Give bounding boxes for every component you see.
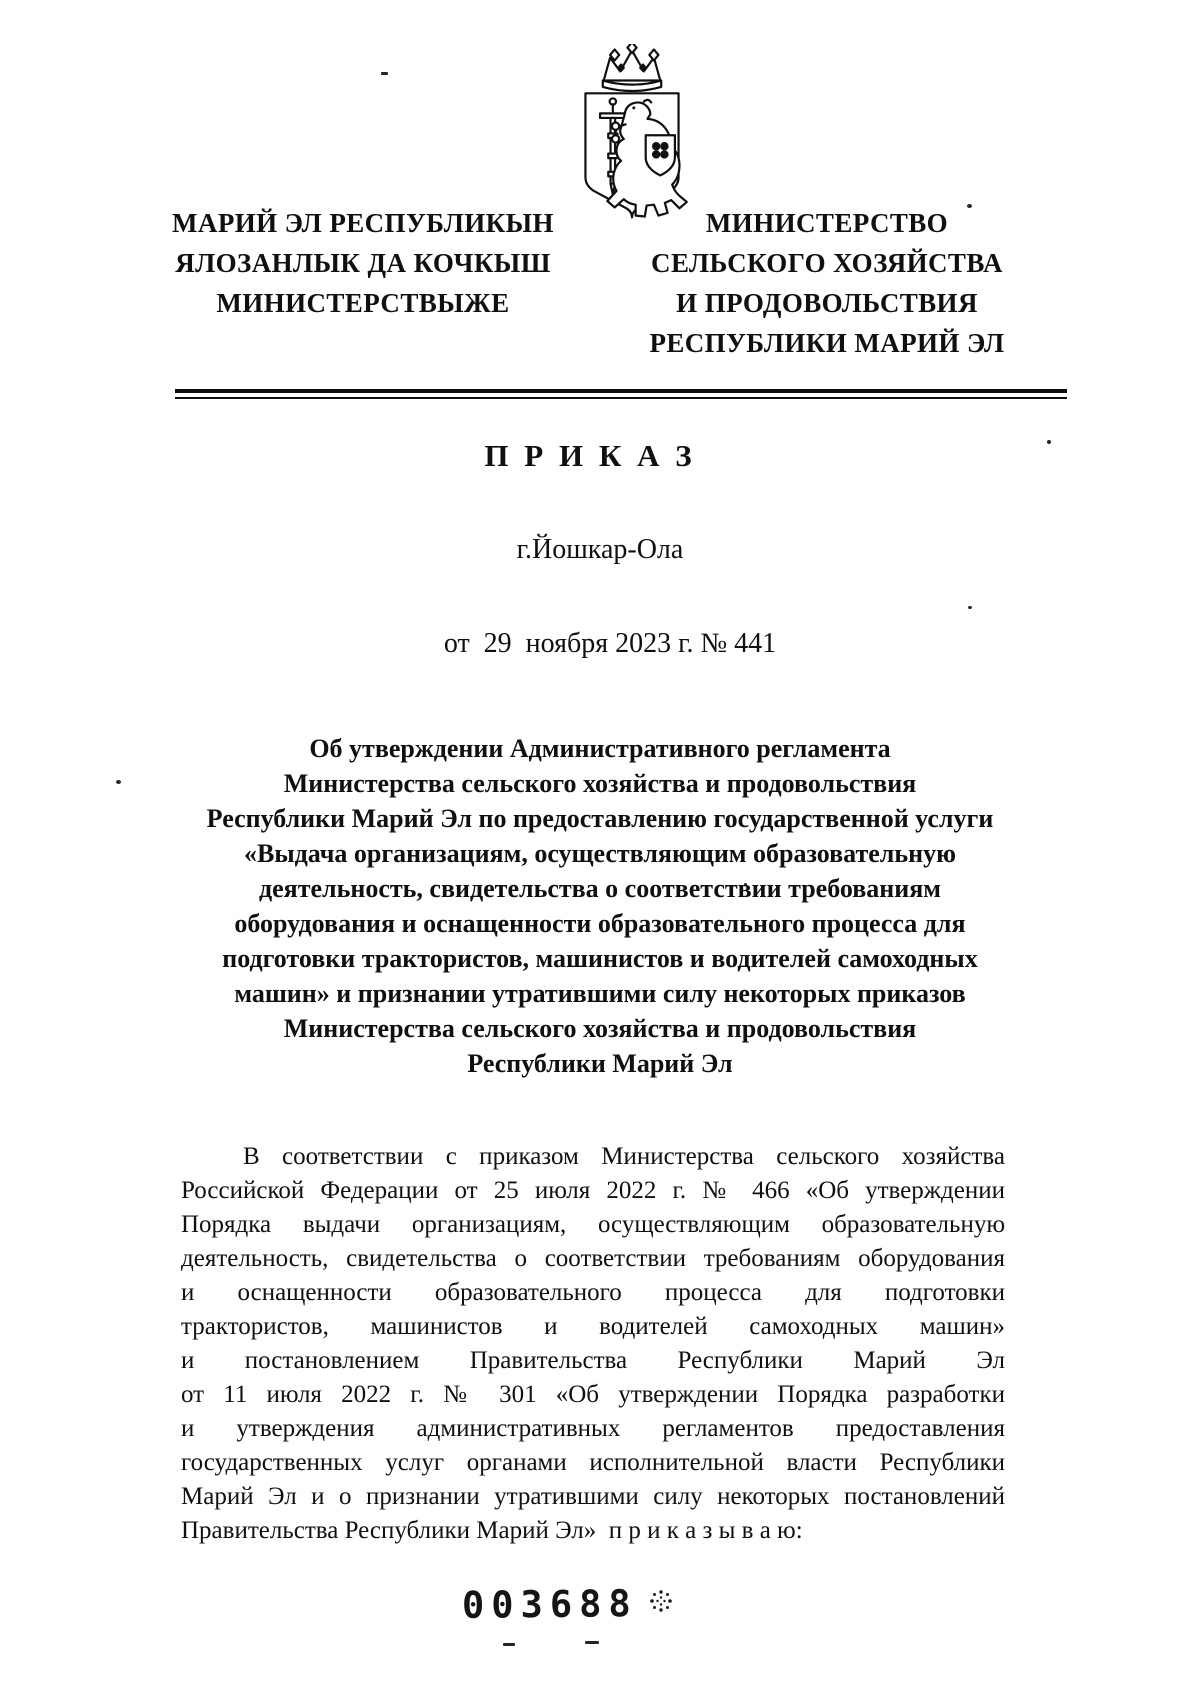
subject-line: Республики Марий Эл по предоставлению государственной услуги [206, 804, 994, 833]
org-name-right-line: СЕЛЬСКОГО ХОЗЯЙСТВА [651, 248, 1003, 278]
body-line: Порядка выдачи организациям, осуществляющим образовательную [181, 1211, 1005, 1238]
org-name-left [168, 203, 558, 323]
subject-line: машин» и признании утратившими силу некоторых приказов [234, 979, 966, 1008]
place-line: г.Йошкар-Ола [516, 534, 684, 565]
org-name-left-line: ЯЛОЗАНЛЫК ДА КОЧКЫШ [175, 248, 551, 278]
body-line: трактористов, машинистов и водителей самоходных машин» [181, 1313, 1005, 1340]
coat-of-arms-emblem [569, 44, 695, 222]
subject-line: деятельность, свидетельства о соответствии требованиям [258, 874, 942, 903]
subject-line: Республики Марий Эл [467, 1049, 733, 1078]
body-line: Российской Федерации от 25 июля 2022 г. № 466 «Об утверждении [181, 1177, 1005, 1204]
date-number-line: от 29 ноября 2023 г. № 441 [443, 628, 777, 659]
org-name-left-line: МАРИЙ ЭЛ РЕСПУБЛИКЫН [172, 208, 554, 238]
body-line: государственных услуг органами исполнительной власти Республики [181, 1449, 1005, 1476]
org-name-right-line: МИНИСТЕРСТВО [705, 208, 949, 238]
org-name-right-line: И ПРОДОВОЛЬСТВИЯ [676, 288, 978, 318]
subject-line: Об утверждении Административного регламента [309, 734, 891, 763]
scan-speck [585, 1641, 599, 1644]
scan-speck [1047, 440, 1051, 444]
body-line: и оснащенности образовательного процесса для подготовки [181, 1279, 1005, 1306]
doc-type-title: П Р И К А З [484, 438, 696, 473]
org-name-left-line: МИНИСТЕРСТВЫЖЕ [216, 288, 510, 318]
body-line: Марий Эл и о признании утратившими силу некоторых постановлений [181, 1483, 1005, 1510]
body-line: от 11 июля 2022 г. № 301 «Об утверждении Порядка разработки [181, 1381, 1005, 1408]
org-name-right-line: РЕСПУБЛИКИ МАРИЙ ЭЛ [649, 328, 1005, 358]
subject-line: Министерства сельского хозяйства и продовольствия [283, 769, 917, 798]
asterisk-stamp-mark [648, 1588, 674, 1614]
scan-speck [968, 606, 972, 609]
body-paragraph [181, 1140, 1005, 1548]
subject-line: «Выдача организациям, осуществляющим образовательную [244, 839, 956, 868]
scan-speck [116, 780, 121, 784]
subject-line: подготовки трактористов, машинистов и водителей самоходных [222, 944, 978, 973]
subject-line: оборудования и оснащенности образовательного процесса для [234, 909, 966, 938]
body-line: и утверждения административных регламентов предоставления [181, 1415, 1005, 1442]
scan-speck [503, 1643, 515, 1646]
subject-block [150, 731, 1050, 1081]
subject-line: Министерства сельского хозяйства и продовольствия [283, 1014, 917, 1043]
stamp-number: 003688 [461, 1582, 638, 1627]
body-line: и постановлением Правительства Республики Марий Эл [181, 1347, 1005, 1374]
body-line: В соответствии с приказом Министерства сельского хозяйства [243, 1143, 1005, 1170]
body-line: Правительства Республики Марий Эл» п р и к а з ы в а ю: [181, 1517, 803, 1544]
scan-speck [381, 72, 388, 75]
body-line: деятельность, свидетельства о соответствии требованиям оборудования [181, 1245, 1005, 1272]
header-rule [175, 389, 1067, 399]
org-name-right [628, 203, 1026, 363]
